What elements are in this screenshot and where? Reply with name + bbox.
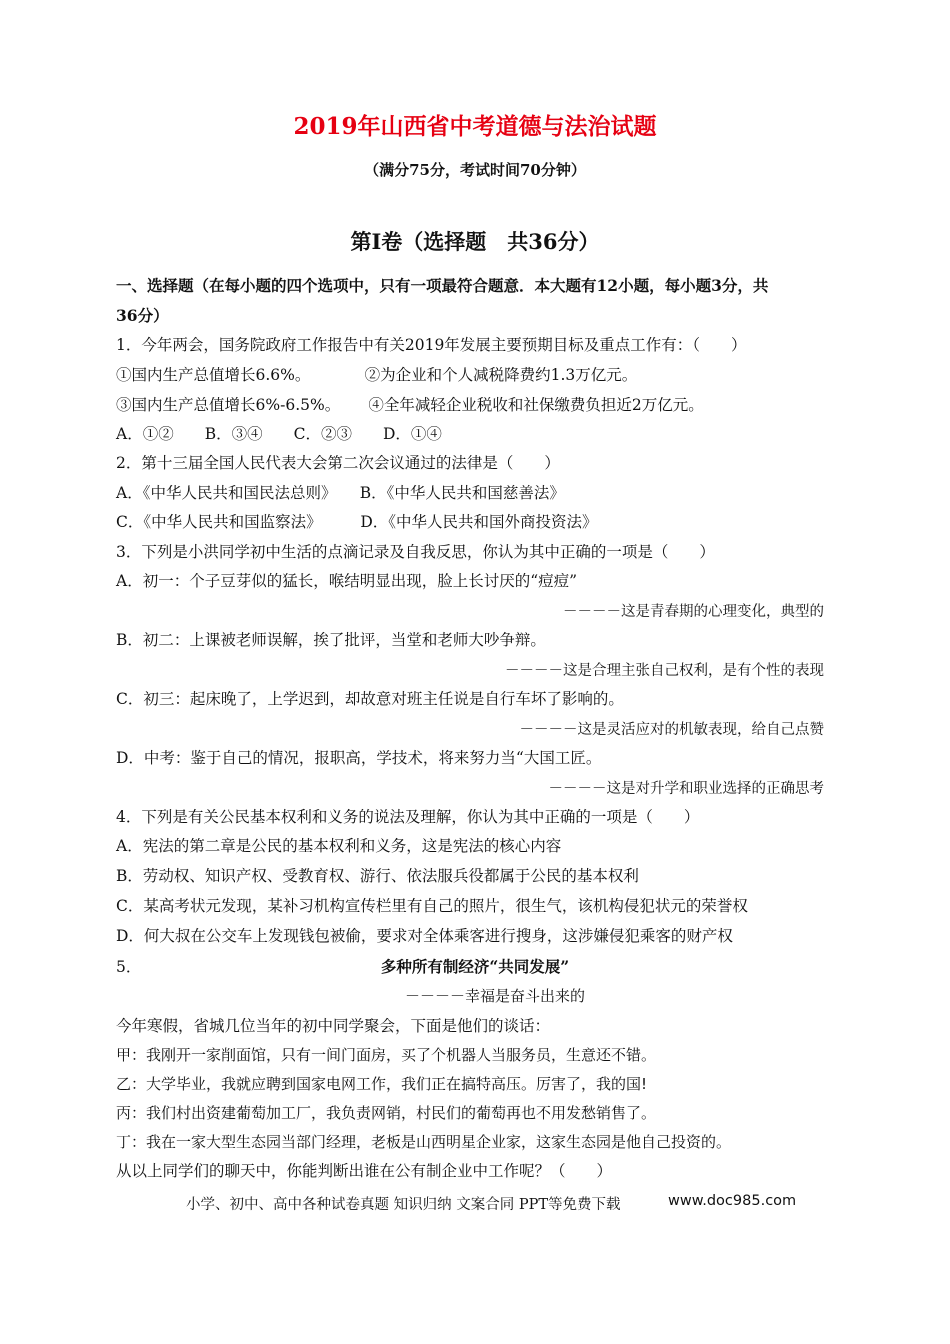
footer-site-link[interactable]: www.doc985.com bbox=[668, 1193, 797, 1209]
q5-speaker-bing: 丙：我们村出资建葡萄加工厂，我负责网销，村民们的葡萄再也不用发愁销售了。 bbox=[116, 1104, 657, 1122]
q3-stem: 3．下列是小洪同学初中生活的点滴记录及自我反思，你认为其中正确的一项是（ ） bbox=[116, 543, 715, 561]
q4-option-d: D．何大叔在公交车上发现钱包被偷，要求对全体乘客进行搜身，这涉嫌侵犯乘客的财产权 bbox=[116, 927, 733, 945]
instructions-line-2: 36分） bbox=[116, 306, 169, 325]
q4-option-b: B．劳动权、知识产权、受教育权、游行、依法服兵役都属于公民的基本权利 bbox=[116, 867, 639, 885]
q4-stem: 4．下列是有关公民基本权利和义务的说法及理解，你认为其中正确的一项是（ ） bbox=[116, 808, 700, 826]
footer-ad-text: 小学、初中、高中各种试卷真题 知识归纳 文案合同 PPT等免费下载 bbox=[186, 1197, 621, 1213]
q3-option-d-note: －－－－这是对升学和职业选择的正确思考 bbox=[548, 781, 824, 797]
q3-option-a-note: －－－－这是青春期的心理变化，典型的 bbox=[563, 604, 824, 620]
q3-option-b-note: －－－－这是合理主张自己权利，是有个性的表现 bbox=[505, 663, 824, 679]
q3-option-d: D．中考：鉴于自己的情况，报职高，学技术，将来努力当“大国工匠。 bbox=[116, 749, 602, 767]
exam-subtitle: （满分75分，考试时间70分钟） bbox=[364, 161, 586, 179]
q4-option-c: C．某高考状元发现，某补习机构宣传栏里有自己的照片，很生气，该机构侵犯状元的荣誉权 bbox=[116, 897, 748, 915]
q5-subheading: －－－－幸福是奋斗出来的 bbox=[404, 987, 585, 1005]
q5-question: 从以上同学们的聊天中，你能判断出谁在公有制企业中工作呢？（ ） bbox=[116, 1162, 613, 1180]
q4-option-a: A．宪法的第二章是公民的基本权利和义务，这是宪法的核心内容 bbox=[116, 837, 562, 855]
q1-items-row-2: ③国内生产总值增长6%-6.5%。 ④全年减轻企业税收和社保缴费负担近2万亿元。 bbox=[116, 396, 704, 414]
q5-speaker-jia: 甲：我刚开一家削面馆，只有一间门面房，买了个机器人当服务员，生意还不错。 bbox=[116, 1046, 657, 1064]
q2-options-row-1: A．《中华人民共和国民法总则》 B．《中华人民共和国慈善法》 bbox=[116, 484, 565, 502]
q5-number: 5． bbox=[116, 958, 142, 976]
exam-title: 2019年山西省中考道德与法治试题 bbox=[293, 113, 657, 140]
q1-stem: 1．今年两会，国务院政府工作报告中有关2019年发展主要预期目标及重点工作有：（ ） bbox=[116, 336, 747, 354]
q3-option-c-note: －－－－这是灵活应对的机敏表现，给自己点赞 bbox=[519, 722, 824, 738]
q5-speaker-yi: 乙：大学毕业，我就应聘到国家电网工作，我们正在搞特高压。厉害了，我的国! bbox=[116, 1075, 648, 1093]
section-heading: 第Ⅰ卷（选择题 共36分） bbox=[350, 229, 600, 254]
q1-items-row-1: ①国内生产总值增长6.6%。 ②为企业和个人减税降费约1.3万亿元。 bbox=[116, 366, 638, 384]
q2-stem: 2．第十三届全国人民代表大会第二次会议通过的法律是（ ） bbox=[116, 454, 560, 472]
q5-intro: 今年寒假，省城几位当年的初中同学聚会，下面是他们的谈话： bbox=[116, 1017, 551, 1035]
q3-option-c: C．初三：起床晚了，上学迟到，却故意对班主任说是自行车坏了影响的。 bbox=[116, 690, 624, 708]
q2-options-row-2: C．《中华人民共和国监察法》 D．《中华人民共和国外商投资法》 bbox=[116, 513, 598, 531]
q3-option-b: B．初二：上课被老师误解，挨了批评，当堂和老师大吵争辩。 bbox=[116, 631, 546, 649]
instructions-line-1: 一、选择题（在每小题的四个选项中，只有一项最符合题意．本大题有12小题，每小题3分，共 bbox=[116, 276, 769, 295]
q3-option-a: A．初一：个子豆芽似的猛长，喉结明显出现，脸上长讨厌的“痘痘” bbox=[116, 572, 578, 590]
q5-heading: 多种所有制经济“共同发展” bbox=[380, 957, 570, 976]
q5-speaker-ding: 丁：我在一家大型生态园当部门经理，老板是山西明星企业家，这家生态园是他自己投资的。 bbox=[116, 1133, 732, 1151]
q1-options: A．①② B．③④ C．②③ D．①④ bbox=[116, 425, 442, 443]
